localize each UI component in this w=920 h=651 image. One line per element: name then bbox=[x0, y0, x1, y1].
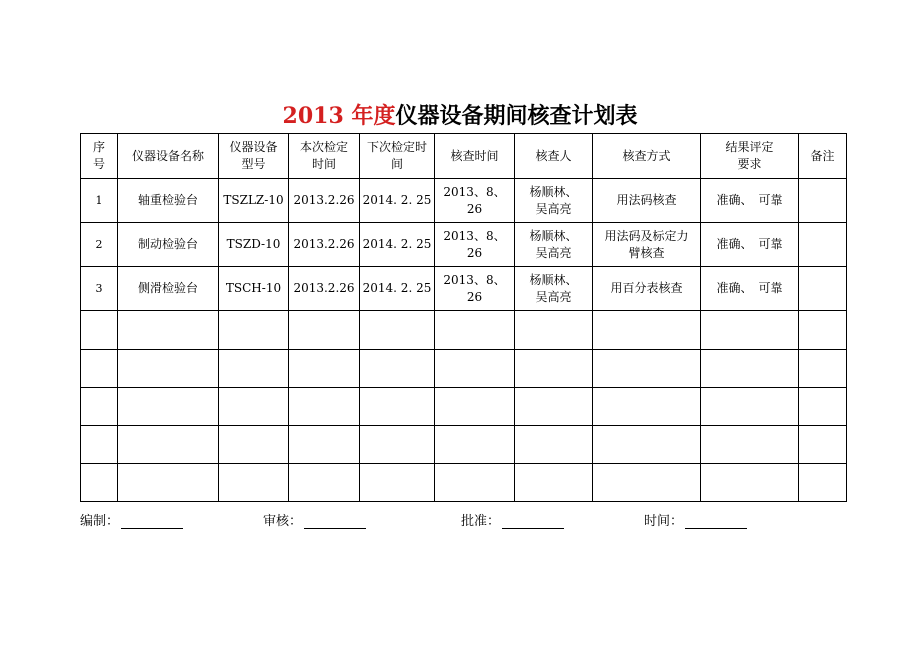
title-year-suffix: 年度 bbox=[351, 103, 396, 129]
table-row-empty bbox=[81, 387, 847, 425]
header-next-check: 下次检定时 间 bbox=[360, 134, 435, 179]
cell-no: 1 bbox=[81, 179, 118, 223]
header-this-check: 本次检定 时间 bbox=[289, 134, 360, 179]
cell-next-check: 2014. 2. 25 bbox=[360, 267, 435, 311]
cell-name: 制动检验台 bbox=[118, 223, 219, 267]
title-year: 2013 bbox=[282, 103, 344, 129]
title-text: 仪器设备期间核查计划表 bbox=[395, 103, 638, 129]
cell-model: TSZLZ-10 bbox=[219, 179, 289, 223]
compiled-label: 编制： bbox=[80, 514, 120, 529]
cell-no: 2 bbox=[81, 223, 118, 267]
header-check-time: 核查时间 bbox=[435, 134, 515, 179]
header-checker: 核查人 bbox=[515, 134, 593, 179]
header-model: 仪器设备 型号 bbox=[219, 134, 289, 179]
cell-method: 用百分表核查 bbox=[593, 267, 701, 311]
cell-check-time: 2013、8、26 bbox=[435, 179, 515, 223]
cell-remark bbox=[799, 267, 847, 311]
cell-this-check: 2013.2.26 bbox=[289, 223, 360, 267]
header-result: 结果评定 要求 bbox=[701, 134, 799, 179]
header-remark: 备注 bbox=[799, 134, 847, 179]
table-row-empty bbox=[81, 311, 847, 349]
reviewed-signature-line[interactable] bbox=[304, 514, 366, 529]
cell-checker: 杨顺林、 吴高亮 bbox=[515, 179, 593, 223]
cell-name: 轴重检验台 bbox=[118, 179, 219, 223]
table-row bbox=[81, 223, 847, 267]
header-no: 序 号 bbox=[81, 134, 118, 179]
cell-check-time: 2013、8、26 bbox=[435, 267, 515, 311]
cell-this-check: 2013.2.26 bbox=[289, 267, 360, 311]
cell-check-time: 2013、8、26 bbox=[435, 223, 515, 267]
cell-name: 侧滑检验台 bbox=[118, 267, 219, 311]
date-field bbox=[644, 510, 747, 529]
cell-result: 准确、 可靠 bbox=[701, 179, 799, 223]
reviewed-label: 审核： bbox=[263, 514, 303, 529]
cell-checker: 杨顺林、 吴高亮 bbox=[515, 267, 593, 311]
header-name: 仪器设备名称 bbox=[118, 134, 219, 179]
reviewed-by bbox=[263, 510, 366, 529]
cell-next-check: 2014. 2. 25 bbox=[360, 223, 435, 267]
check-plan-table bbox=[80, 133, 847, 502]
table-row bbox=[81, 179, 847, 223]
cell-no: 3 bbox=[81, 267, 118, 311]
cell-this-check: 2013.2.26 bbox=[289, 179, 360, 223]
signature-footer bbox=[80, 510, 780, 530]
table-row-empty bbox=[81, 425, 847, 463]
approved-by bbox=[461, 510, 564, 529]
table-row-empty bbox=[81, 463, 847, 501]
cell-model: TSZD-10 bbox=[219, 223, 289, 267]
cell-remark bbox=[799, 179, 847, 223]
time-label: 时间： bbox=[644, 514, 684, 529]
table-row-empty bbox=[81, 349, 847, 387]
cell-method: 用法码及标定力 臂核查 bbox=[593, 223, 701, 267]
compiled-signature-line[interactable] bbox=[121, 514, 183, 529]
cell-remark bbox=[799, 223, 847, 267]
compiled-by bbox=[80, 510, 183, 529]
cell-method: 用法码核查 bbox=[593, 179, 701, 223]
header-method: 核查方式 bbox=[593, 134, 701, 179]
cell-next-check: 2014. 2. 25 bbox=[360, 179, 435, 223]
approved-label: 批准： bbox=[461, 514, 501, 529]
document-title bbox=[0, 100, 920, 132]
approved-signature-line[interactable] bbox=[502, 514, 564, 529]
table-row bbox=[81, 267, 847, 311]
cell-result: 准确、 可靠 bbox=[701, 223, 799, 267]
cell-result: 准确、 可靠 bbox=[701, 267, 799, 311]
table-header-row bbox=[81, 134, 847, 179]
cell-model: TSCH-10 bbox=[219, 267, 289, 311]
cell-checker: 杨顺林、 吴高亮 bbox=[515, 223, 593, 267]
time-signature-line[interactable] bbox=[685, 514, 747, 529]
